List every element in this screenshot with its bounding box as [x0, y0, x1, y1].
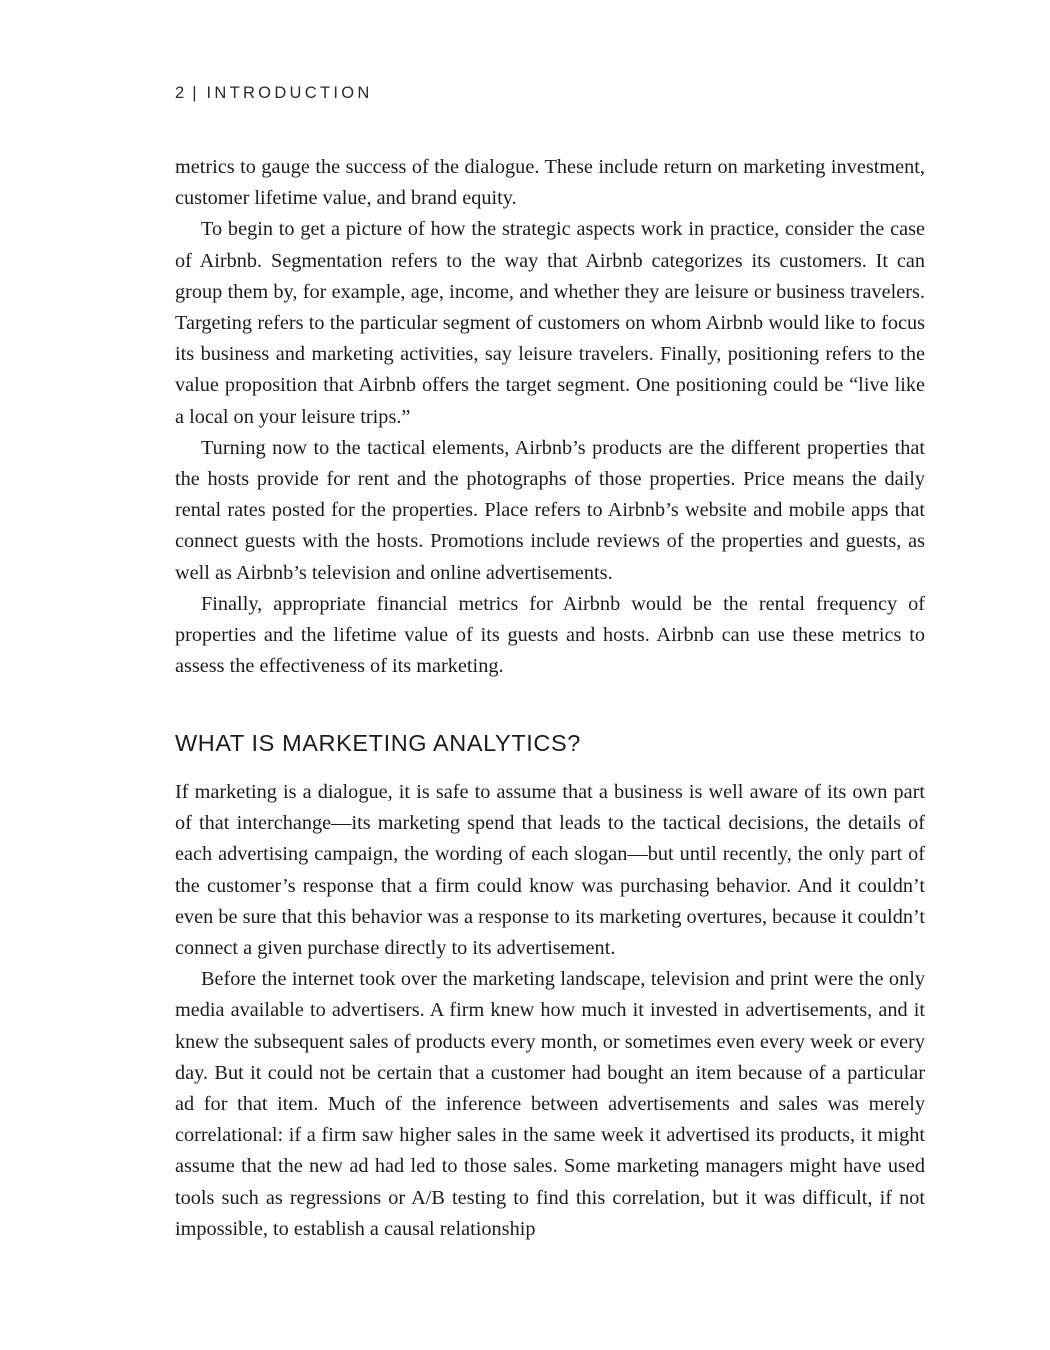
running-head-separator: | [192, 84, 197, 102]
chapter-title: INTRODUCTION [206, 84, 373, 102]
paragraph-dialogue: If marketing is a dialogue, it is safe to assume that a business is well aware of its own part of that interchange—its marketing spend that leads to the tactical decisions, the details of each advertising campaign, the wording of each slogan—but until recently, the only part of the customer’s response that a firm could know was purchasing behavior. And it couldn’t even be sure that this behavior was a response to its marketing overtures, because it couldn’t connect a given purchase directly to its advertisement. [175, 781, 925, 960]
paragraph-before-internet: Before the internet took over the marketing landscape, television and print were the only media available to advertisers. A firm knew how much it invested in advertisements, and it knew the subsequent sales of products every month, or sometimes even every week or every day. But it could not be certain that a customer had bought an item because of a particular ad for that item. Much of the inference between advertisements and sales was merely correlational: if a firm saw higher sales in the same week it advertised its products, it might assume that the new ad had led to those sales. Some marketing managers might have used tools such as regressions or A/B testing to find this correlation, but it was difficult, if not impossible, to establish a causal relationship [175, 968, 925, 1240]
running-head [175, 84, 373, 103]
section-heading: WHAT IS MARKETING ANALYTICS? [175, 730, 581, 756]
page-number: 2 [175, 84, 185, 102]
paragraph-continuation: metrics to gauge the success of the dialogue. These include return on marketing investment, customer lifetime value, and brand equity. [175, 156, 925, 210]
paragraph-airbnb-metrics: Finally, appropriate financial metrics for Airbnb would be the rental frequency of properties and the lifetime value of its guests and hosts. Airbnb can use these metrics to assess the effectiveness of its marketing. [175, 592, 925, 678]
body-text-bottom [175, 777, 925, 1245]
paragraph-airbnb-tactics: Turning now to the tactical elements, Airbnb’s products are the different properties that the hosts provide for rent and the photographs of those properties. Price means the daily rental rates posted for the properties. Place refers to Airbnb’s website and mobile apps that connect guests with the hosts. Promotions include reviews of the properties and guests, as well as Airbnb’s television and online advertisements. [175, 436, 925, 584]
paragraph-airbnb-strategy: To begin to get a picture of how the strategic aspects work in practice, consider the case of Airbnb. Segmentation refers to the way that Airbnb categorizes its customers. It can group them by, for example, age, income, and whether they are leisure or business travelers. Targeting refers to the particular segment of customers on whom Airbnb would like to focus its business and marketing activities, say leisure travelers. Finally, positioning refers to the value proposition that Airbnb offers the target segment. One positioning could be “live like a local on your leisure trips.” [175, 218, 925, 428]
body-text-top [175, 152, 925, 682]
